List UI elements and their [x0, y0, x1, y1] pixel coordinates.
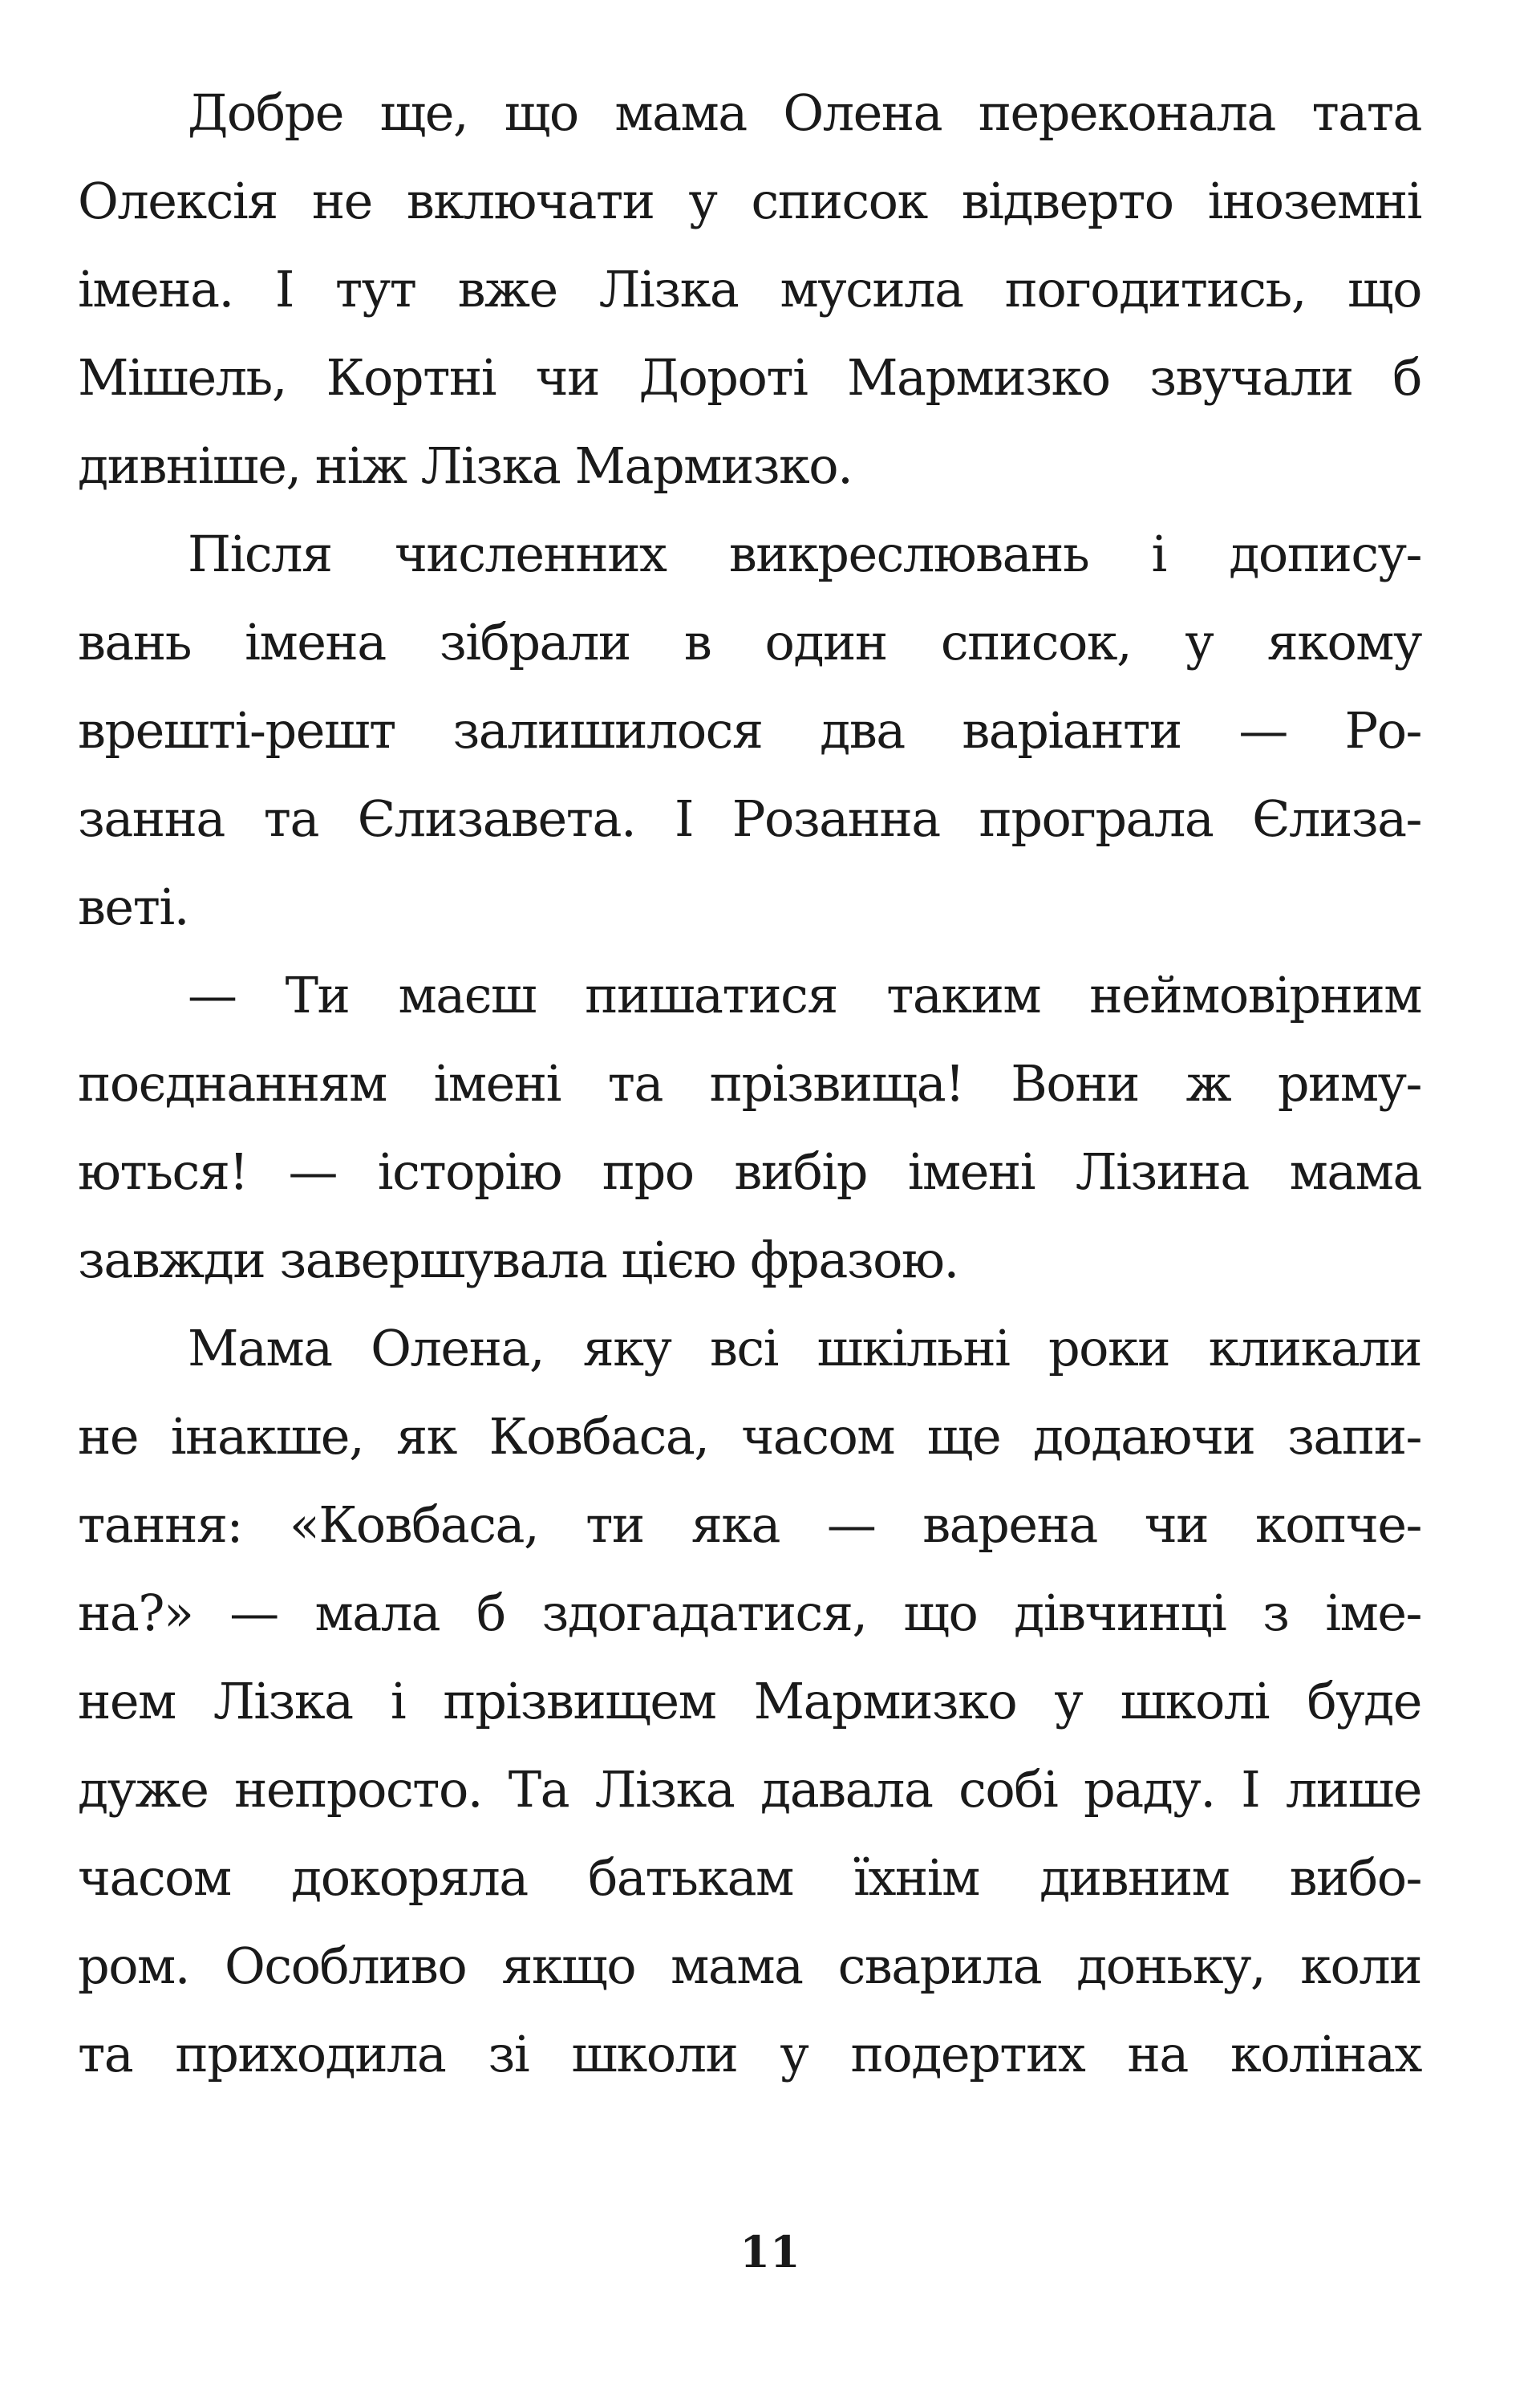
text-line: та приходила зі школи у подертих на колінах — [78, 2025, 1421, 2083]
text-line: поєднанням імені та прізвища! Вони ж риму- — [78, 1054, 1421, 1113]
text-line: тання: «Ковбаса, ти яка — варена чи копче- — [78, 1495, 1421, 1554]
text-line: Після численних викреслювань і допису- — [188, 525, 1421, 583]
text-line: дивніше, ніж Лізка Мармизко. — [78, 436, 853, 495]
text-line: на?» — мала б здогадатися, що дівчинці з іме- — [78, 1584, 1421, 1642]
text-line: — Ти маєш пишатися таким неймовірним — [188, 966, 1421, 1024]
text-line: вань імена зібрали в один список, у якому — [78, 613, 1421, 671]
text-line: ються! — історію про вибір імені Лізина мама — [78, 1142, 1421, 1201]
text-line: врешті-решт залишилося два варіанти — Ро- — [78, 701, 1421, 760]
text-line: Добре ще, що мама Олена переконала тата — [188, 83, 1421, 142]
text-line: занна та Єлизавета. І Розанна програла Єлиза- — [78, 789, 1421, 848]
page-number: 11 — [740, 2226, 800, 2278]
text-line: дуже непросто. Та Лізка давала собі раду. І лише — [78, 1760, 1421, 1819]
text-line: ром. Особливо якщо мама сварила доньку, коли — [78, 1937, 1421, 1995]
text-line: веті. — [78, 878, 188, 936]
page-body-text — [78, 69, 1421, 2099]
text-line: не інакше, як Ковбаса, часом ще додаючи запи- — [78, 1407, 1421, 1466]
text-line: завжди завершувала цією фразою. — [78, 1231, 958, 1289]
text-line: імена. І тут вже Лізка мусила погодитись, що — [78, 260, 1421, 318]
text-line: часом докоряла батькам їхнім дивним вибо- — [78, 1848, 1421, 1907]
text-line: Мішель, Кортні чи Дороті Мармизко звучали б — [78, 348, 1421, 407]
text-line: Мама Олена, яку всі шкільні роки кликали — [188, 1319, 1421, 1377]
text-line: нем Лізка і прізвищем Мармизко у школі буде — [78, 1672, 1421, 1730]
text-line: Олексія не включати у список відверто іноземні — [78, 172, 1421, 230]
